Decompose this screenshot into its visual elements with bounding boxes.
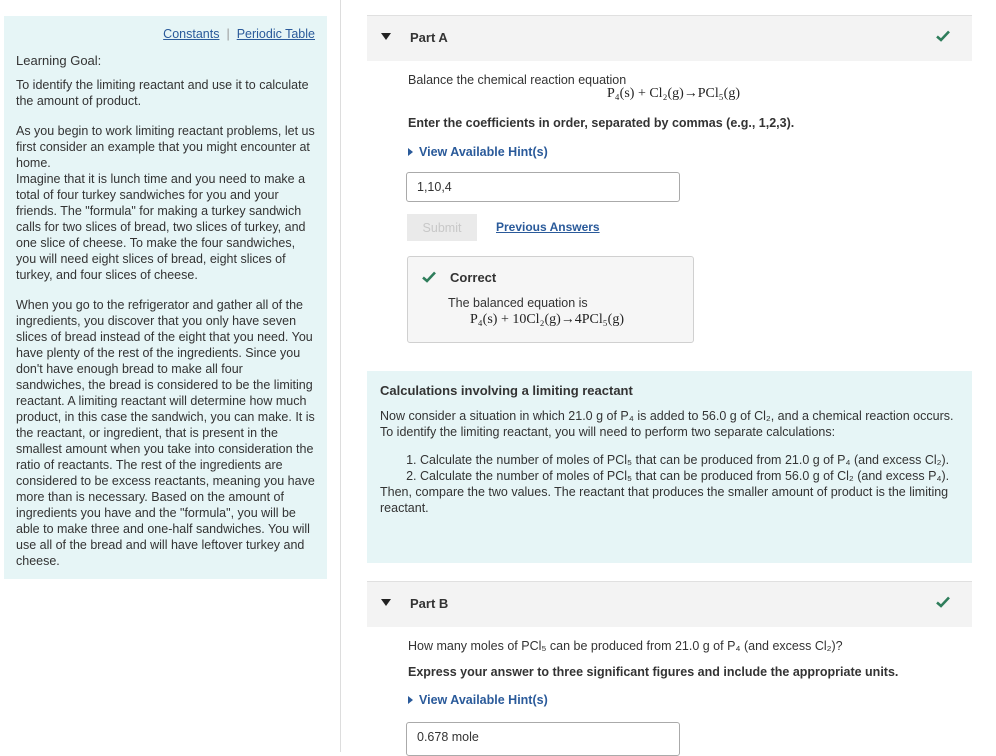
calc-intro: Now consider a situation in which 21.0 g of P₄ is added to 56.0 g of Cl₂, and a chemical reaction occurs. To identify the limiting reactant, you will need to perform two separate calculations: [380,409,954,439]
calc-conclusion: Then, compare the two values. The reactant that produces the smaller amount of product is the limiting reactant. [380,485,949,515]
part-a-header[interactable] [367,15,972,61]
part-b-header[interactable] [367,581,972,627]
part-a-instruction: Enter the coefficients in order, separated by commas (e.g., 1,2,3). [408,116,795,130]
sandwich-paragraph: Imagine that it is lunch time and you need to make a total of four turkey sandwiches for you and your friends. The "formula" for making a turkey sandwich calls for two slices of bread, two slices of turkey, and one slice of cheese. To make the four sandwiches, you will need eight slices of bread, eight slices of turkey, and four slices of cheese. [16,172,306,282]
part-a-title: Part A [410,30,448,45]
part-b-title: Part B [410,596,449,611]
periodic-table-link[interactable]: Periodic Table [236,27,315,41]
learning-goal-heading: Learning Goal: [16,53,102,68]
part-b-answer-input[interactable]: 0.678 mole [406,722,680,756]
correct-feedback-box [407,256,694,343]
limiting-reactant-paragraph: When you go to the refrigerator and gather all of the ingredients, you discover that you only have seven slices of bread instead of the eight that you need. You have plenty of the rest of the ingredients. Since you don't have enough bread to make all four sandwiches, the bread is considered to be the limiting reactant. A limiting reactant will determine how much product, in this case the sandwich, you can make. It is the reactant, or ingredient, that is present in the smallest amount when you take into consideration the ratio of reactants. The rest of the ingredients are considered to be excess reactants, meaning you have more than is necessary. Based on the amount of ingredients you have and the "formula", you will be able to make three and one-half sandwiches. You will use all of the bread and will have leftover turkey and cheese. [16,298,315,568]
previous-answers-link[interactable]: Previous Answers [496,220,600,234]
calc-heading: Calculations involving a limiting reactant [380,383,633,398]
check-icon [936,30,950,42]
calc-steps [380,452,958,484]
part-a-answer-input[interactable]: 1,10,4 [406,172,680,202]
part-b-hint-link[interactable]: View Available Hint(s) [408,692,548,708]
correct-check-icon [422,271,436,283]
submit-button[interactable]: Submit [407,214,477,241]
check-icon [936,596,950,608]
caret-right-icon [408,148,413,156]
collapse-triangle-icon[interactable] [381,599,391,606]
feedback-equation: P₄(s) + 10Cl₂(g)→4PCl₅(g) [470,312,624,327]
top-links [16,27,315,41]
intro-paragraph: As you begin to work limiting reactant problems, let us first consider an example that you might encounter at home. [16,124,315,170]
feedback-text: The balanced equation is [448,296,588,310]
part-a-hint-link[interactable]: View Available Hint(s) [408,144,548,160]
constants-link[interactable]: Constants [163,27,220,41]
part-a-equation: P₄(s) + Cl₂(g)→PCl₅(g) [607,86,740,101]
part-b-question: How many moles of PCl₅ can be produced from 21.0 g of P₄ (and excess Cl₂)? [408,639,843,653]
column-divider [340,0,341,752]
calc-step-2: 2. Calculate the number of moles of PCl₅ that can be produced from 56.0 g of Cl₂ (and excess P₄). [420,468,958,484]
learning-goal-panel [4,16,327,579]
feedback-title: Correct [450,270,497,285]
link-separator: | [226,27,230,41]
learning-goal-text: To identify the limiting reactant and use it to calculate the amount of product. [16,78,309,108]
part-a-prompt: Balance the chemical reaction equation [408,73,627,87]
calc-step-1: 1. Calculate the number of moles of PCl₅ that can be produced from 21.0 g of P₄ (and excess Cl₂). [420,452,958,468]
part-b-instruction: Express your answer to three significant figures and include the appropriate units. [408,665,899,679]
calculations-section [367,371,972,563]
collapse-triangle-icon[interactable] [381,33,391,40]
caret-right-icon [408,696,413,704]
